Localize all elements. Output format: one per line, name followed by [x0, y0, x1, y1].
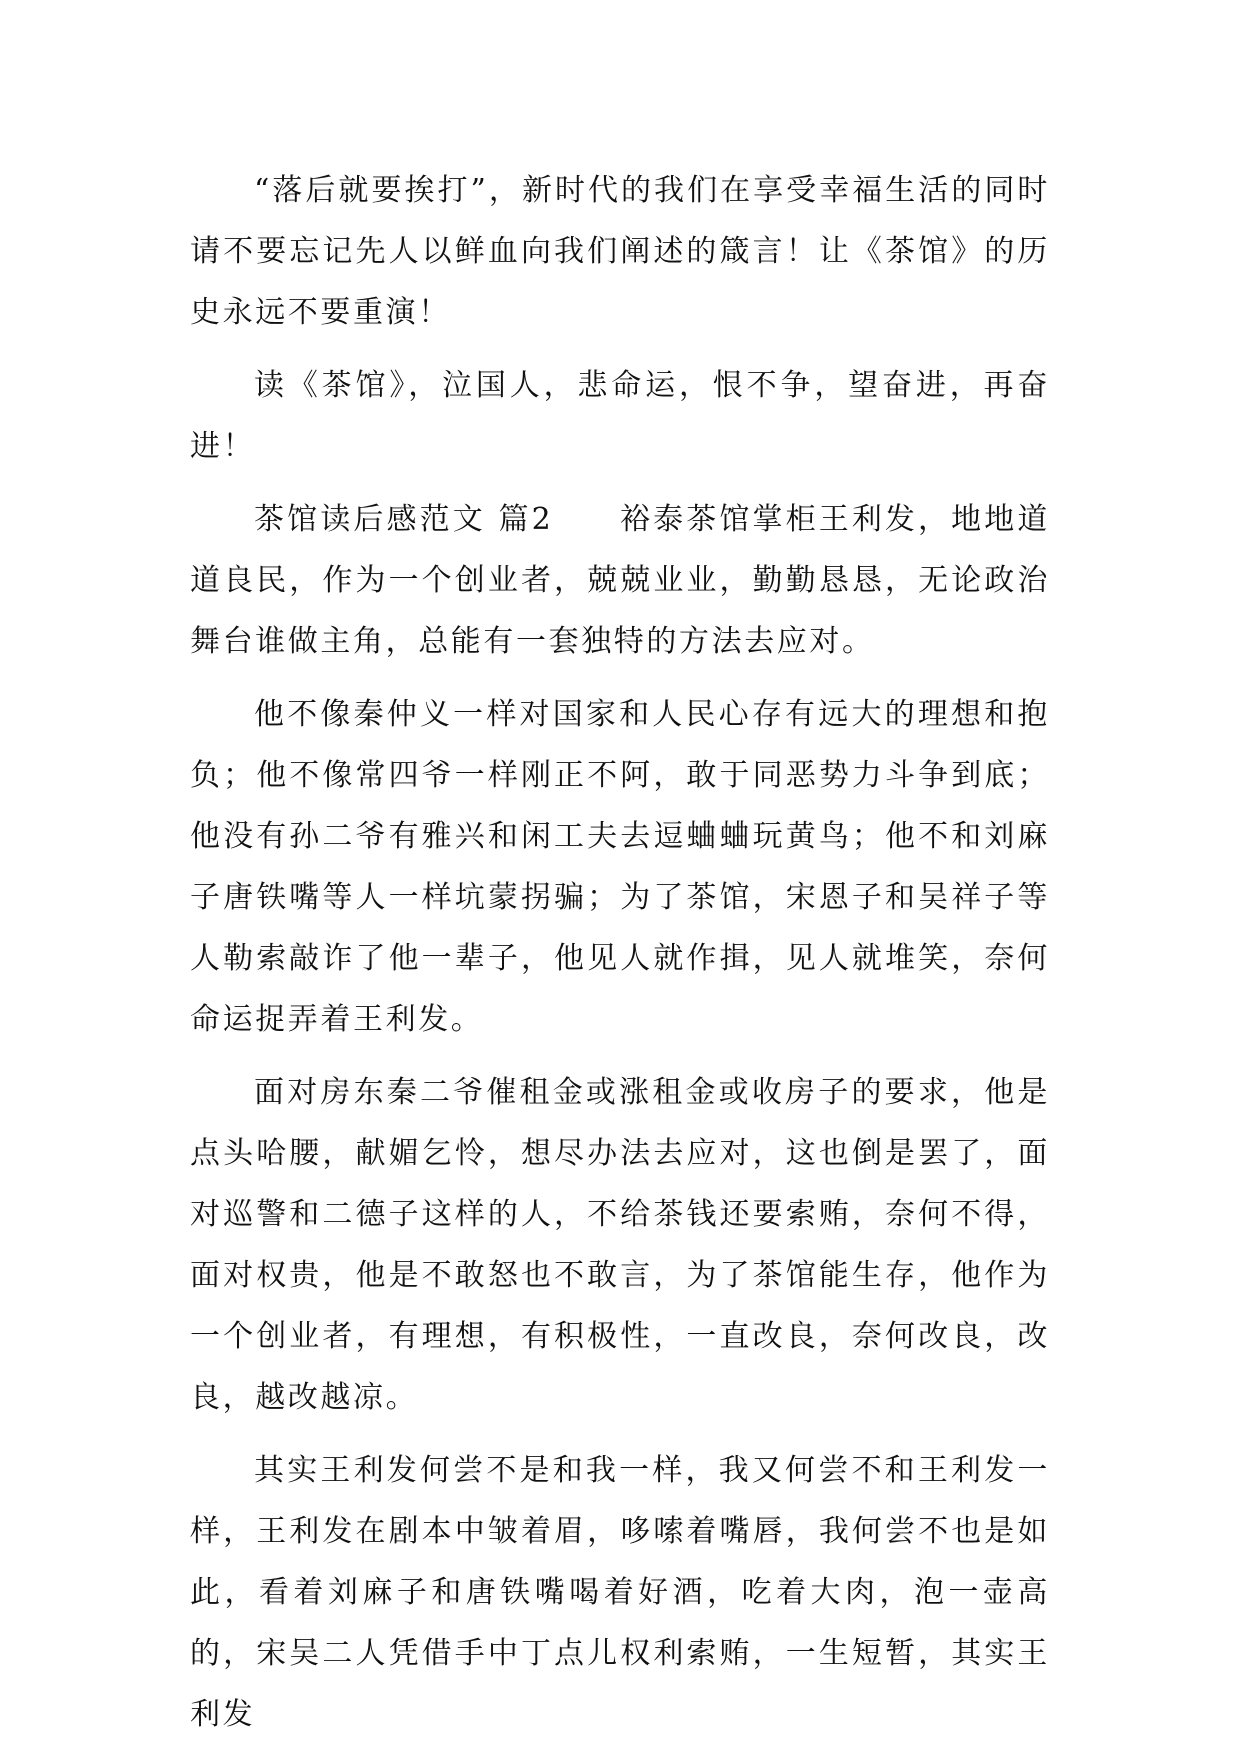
- document-body: [190, 160, 1050, 1757]
- paragraph-1: “落后就要挨打”，新时代的我们在享受幸福生活的同时请不要忘记先人以鲜血向我们阐述的箴言！让《茶馆》的历史永远不要重演！: [190, 173, 1050, 330]
- paragraph-4: 他不像秦仲义一样对国家和人民心存有远大的理想和抱负；他不像常四爷一样刚正不阿，敢于同恶势力斗争到底；他没有孙二爷有雅兴和闲工夫去逗蛐蛐玩黄鸟；他不和刘麻子唐铁嘴等人一样坑蒙拐骗；为了茶馆，宋恩子和吴祥子等人勒索敲诈了他一辈子，他见人就作揖，见人就堆笑，奈何命运捉弄着王利发。: [190, 697, 1050, 1037]
- paragraph-5: 面对房东秦二爷催租金或涨租金或收房子的要求，他是点头哈腰，献媚乞怜，想尽办法去应对，这也倒是罢了，面对巡警和二德子这样的人，不给茶钱还要索贿，奈何不得，面对权贵，他是不敢怒也不敢言，为了茶馆能生存，他作为一个创业者，有理想，有积极性，一直改良，奈何改良，改良，越改越凉。: [190, 1075, 1050, 1415]
- paragraph-2: 读《茶馆》，泣国人，悲命运，恨不争，望奋进，再奋进！: [190, 368, 1050, 464]
- paragraph-3: 茶馆读后感范文 篇2 裕泰茶馆掌柜王利发，地地道道良民，作为一个创业者，兢兢业业，勤勤恳恳，无论政治舞台谁做主角，总能有一套独特的方法去应对。: [190, 502, 1050, 659]
- paragraph-6: 其实王利发何尝不是和我一样，我又何尝不和王利发一样，王利发在剧本中皱着眉，哆嗦着嘴唇，我何尝不也是如此，看着刘麻子和唐铁嘴喝着好酒，吃着大肉，泡一壶高的，宋吴二人凭借手中丁点儿权利索贿，一生短暂，其实王利发: [190, 1453, 1050, 1732]
